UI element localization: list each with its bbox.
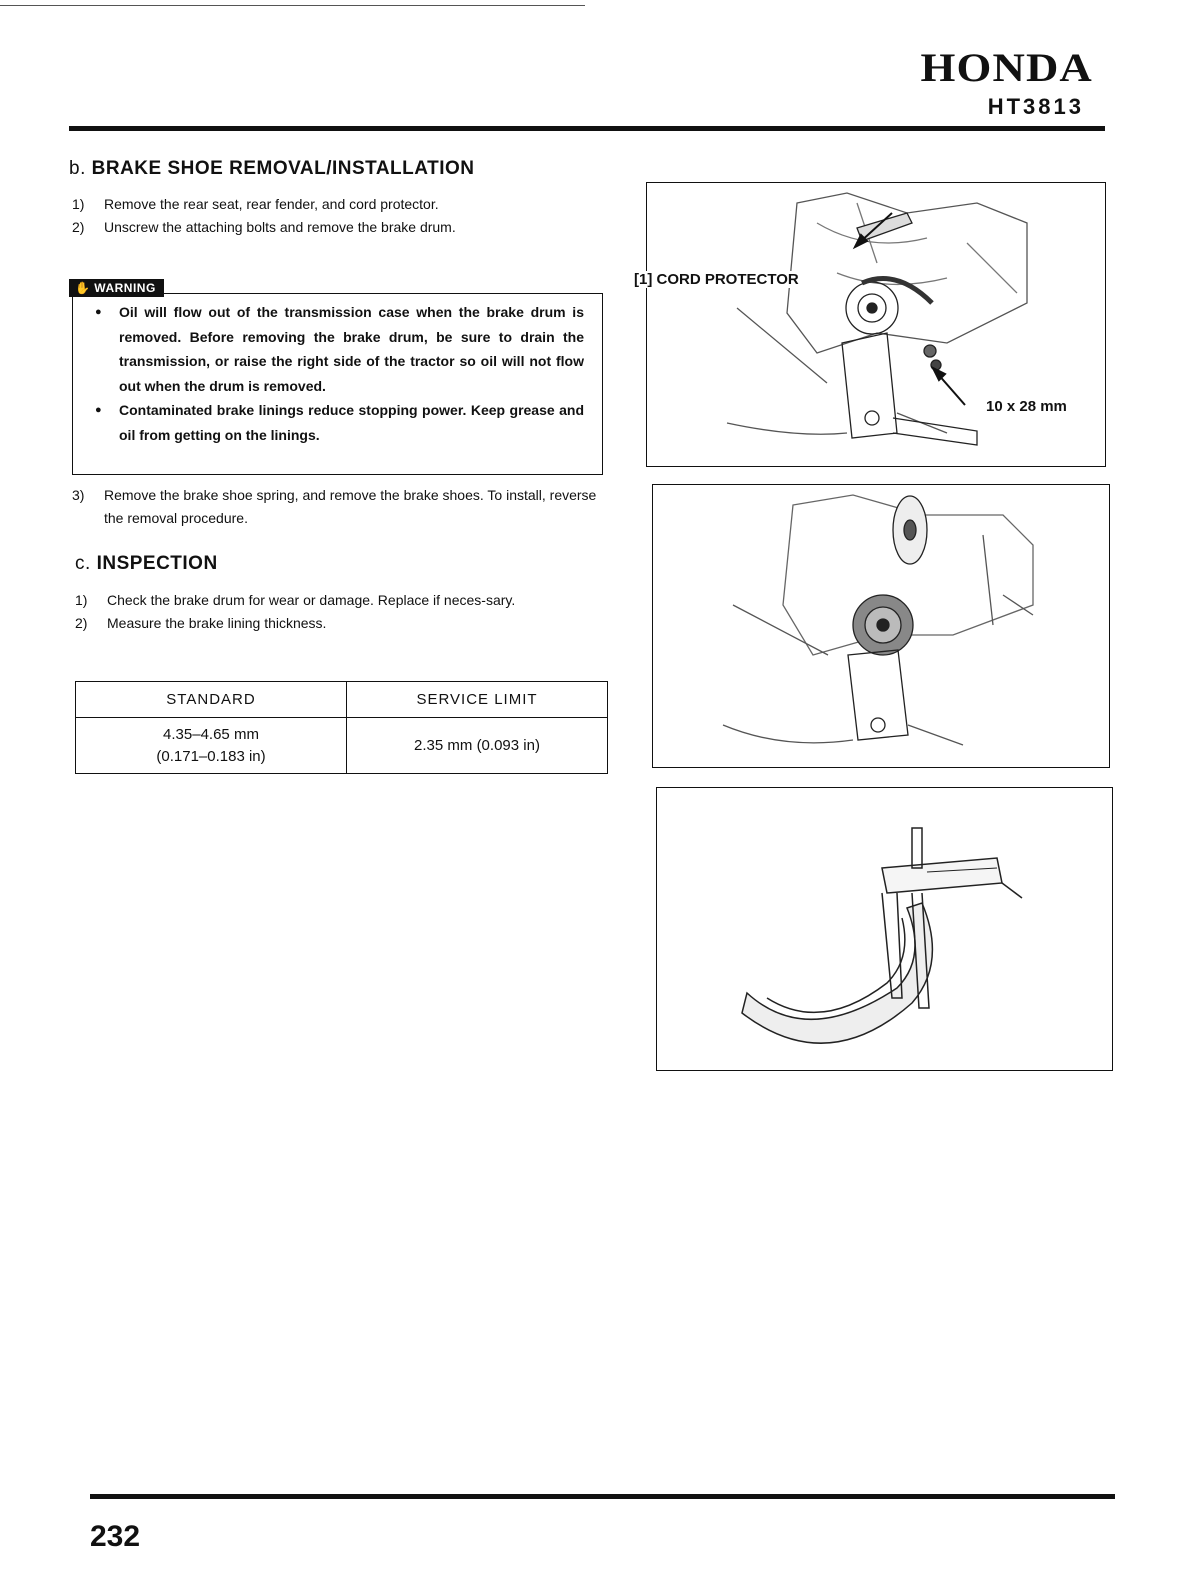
section-c-steps (75, 589, 610, 635)
section-c-title: INSPECTION (96, 553, 218, 574)
model-number: HT3813 (987, 94, 1084, 119)
bolt-size-label: 10 x 28 mm (986, 398, 1067, 415)
section-b-steps (72, 193, 592, 239)
figure-brake-shoes (652, 484, 1110, 768)
section-c-heading (75, 553, 218, 575)
list-item: 2) Measure the brake lining thickness. (75, 615, 327, 631)
section-b-prefix: b. (69, 158, 86, 179)
lining-thickness-table (75, 681, 608, 774)
figure-cord-protector (646, 182, 1106, 467)
warning-hand-icon: ✋ (75, 281, 91, 295)
list-item: 2) Unscrew the attaching bolts and remove the brake drum. (72, 219, 456, 235)
figure-caliper-measurement (656, 787, 1113, 1071)
page-number: 232 (90, 1520, 141, 1553)
table-header: STANDARD (76, 682, 347, 718)
brake-shoe-illustration (653, 485, 1108, 766)
header-rule (69, 126, 1105, 131)
section-c-prefix: c. (75, 553, 91, 574)
top-edge-rule (0, 5, 585, 6)
tractor-drum-illustration (647, 183, 1104, 465)
table-header: SERVICE LIMIT (347, 682, 608, 718)
service-limit-value: 2.35 mm (0.093 in) (347, 718, 608, 774)
warning-box (72, 293, 603, 475)
warning-item: ● Contaminated brake linings reduce stopping power. Keep grease and oil from getting on the linings. (91, 398, 584, 447)
section-b-heading (69, 158, 474, 180)
section-b-title: BRAKE SHOE REMOVAL/INSTALLATION (91, 158, 475, 179)
list-item: 3) Remove the brake shoe spring, and remove the brake shoes. To install, reverse the removal procedure. (72, 487, 597, 526)
list-item: 1) Remove the rear seat, rear fender, and cord protector. (72, 196, 439, 212)
brand-logo: HONDA (920, 45, 1093, 90)
warning-item: ● Oil will flow out of the transmission case when the brake drum is removed. Before removing the brake drum, be sure to drain the transmission, or raise the right side of the tractor so oil will not flow out when the drum is removed. (91, 300, 584, 398)
cord-protector-label: [1] CORD PROTECTOR (634, 271, 799, 288)
standard-value: 4.35–4.65 mm (0.171–0.183 in) (76, 718, 347, 774)
list-item: 1) Check the brake drum for wear or damage. Replace if neces-sary. (75, 592, 516, 608)
footer-rule (90, 1494, 1115, 1499)
caliper-lining-illustration (657, 788, 1111, 1069)
warning-badge: ✋ WARNING (69, 279, 164, 297)
